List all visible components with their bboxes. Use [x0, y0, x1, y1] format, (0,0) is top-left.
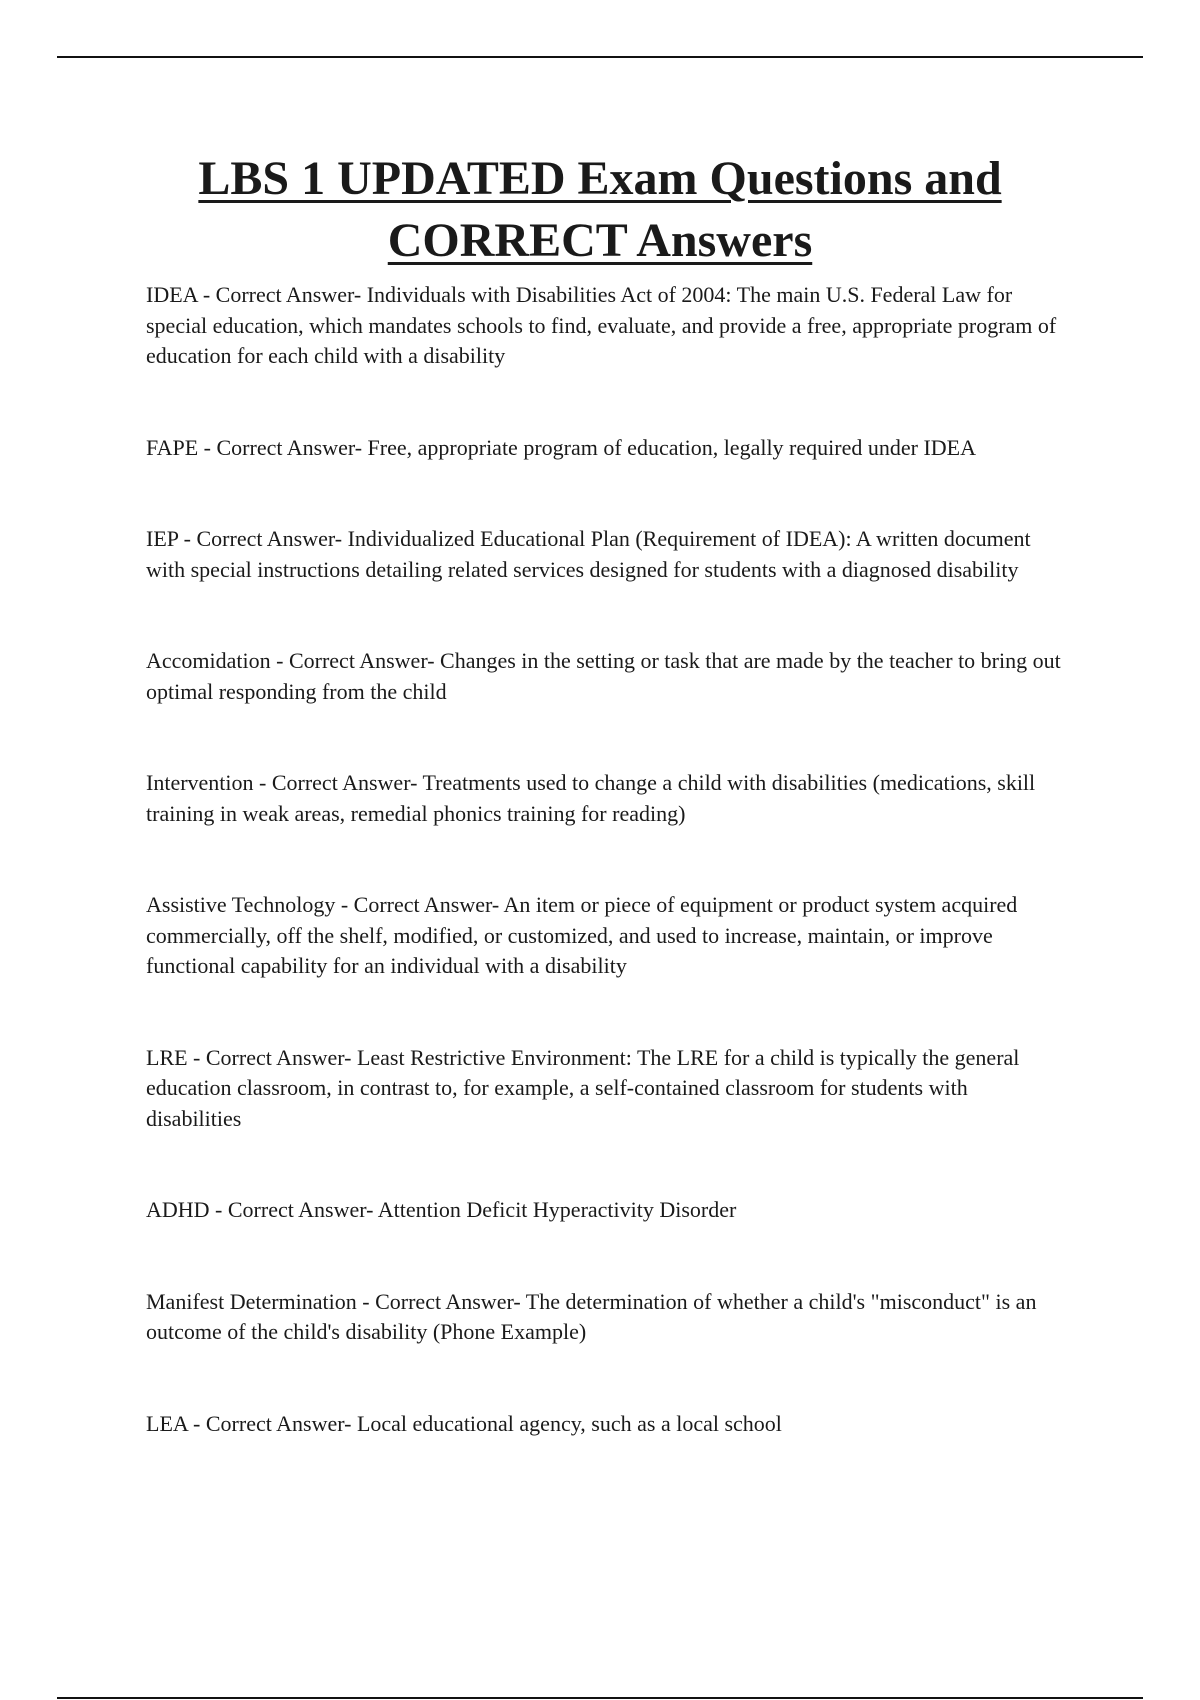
title-line-2: CORRECT Answers	[387, 214, 813, 267]
qa-list	[146, 280, 1066, 1439]
qa-entry-iep: IEP - Correct Answer- Individualized Educational Plan (Requirement of IDEA): A written document with special instructions detailing related services designed for students with a diagnosed disability	[146, 526, 1031, 582]
bottom-rule	[57, 1697, 1143, 1699]
page-title	[0, 148, 1200, 272]
qa-entry-intervention: Intervention - Correct Answer- Treatments used to change a child with disabilities (medications, skill training in weak areas, remedial phonics training for reading)	[146, 770, 1036, 826]
qa-entry-accomidation: Accomidation - Correct Answer- Changes in the setting or task that are made by the teacher to bring out optimal responding from the child	[146, 648, 1061, 704]
qa-entry-manifest-determination: Manifest Determination - Correct Answer- The determination of whether a child's "misconduct" is an outcome of the child's disability (Phone Example)	[146, 1288, 1037, 1344]
title-line-1: LBS 1 UPDATED Exam Questions and	[198, 152, 1002, 205]
qa-entry-assistive-technology: Assistive Technology - Correct Answer- An item or piece of equipment or product system acquired commercially, off the shelf, modified, or customized, and used to increase, maintain, or improve functional capability for an individual with a disability	[146, 892, 1018, 978]
qa-entry-lre: LRE - Correct Answer- Least Restrictive Environment: The LRE for a child is typically the general education classroom, in contrast to, for example, a self-contained classroom for students with disabilities	[146, 1044, 1020, 1131]
qa-entry-adhd: ADHD - Correct Answer- Attention Deficit Hyperactivity Disorder	[146, 1197, 737, 1222]
qa-entry-idea: IDEA - Correct Answer- Individuals with Disabilities Act of 2004: The main U.S. Federal Law for special education, which mandates schools to find, evaluate, and provide a free, appropriate program of education for each child with a disability	[146, 282, 1057, 368]
qa-entry-lea: LEA - Correct Answer- Local educational agency, such as a local school	[146, 1410, 782, 1436]
qa-entry-fape: FAPE - Correct Answer- Free, appropriate program of education, legally required under IDEA	[146, 434, 976, 460]
top-rule	[57, 56, 1143, 58]
